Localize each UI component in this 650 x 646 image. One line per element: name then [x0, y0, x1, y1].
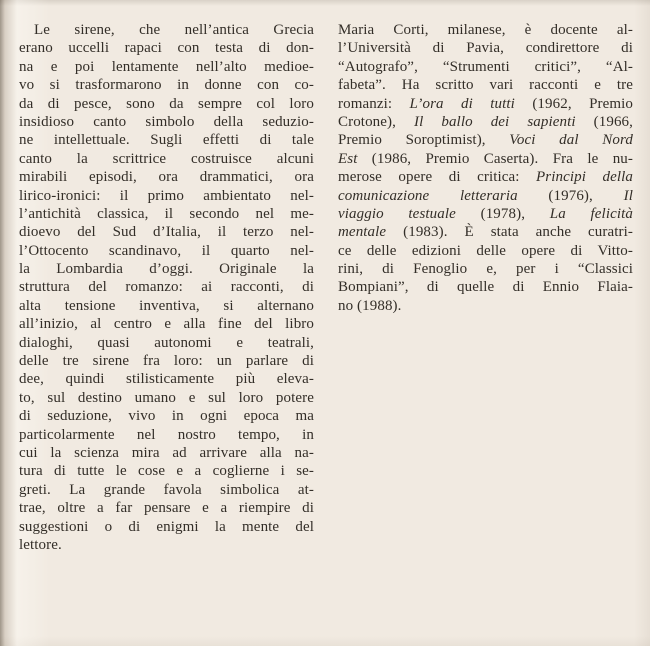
text-run: Le sirene, che nell’antica Grecia [34, 22, 314, 38]
italic-text-run: Il [623, 187, 633, 204]
text-run: trae, oltre a far pensare e a riempire di [19, 500, 314, 517]
text-line [338, 150, 633, 168]
text-run: greti. La grande favola simbolica at- [19, 481, 314, 498]
italic-text-run: Principi della [536, 169, 633, 186]
text-line [19, 426, 314, 444]
italic-text-run: L’ora di tutti [409, 95, 515, 112]
text-line [19, 223, 314, 241]
text-line [338, 260, 633, 278]
text-line [19, 444, 314, 462]
text-run: rini, di Fenoglio e, per i “Classici [338, 261, 633, 278]
text-run: l’antichità classica, il secondo nel me- [19, 205, 314, 222]
text-line [338, 95, 633, 113]
text-run: dee, quindi stilisticamente più eleva- [19, 371, 314, 388]
text-line [19, 205, 314, 223]
text-run: (1962, Premio [514, 95, 634, 112]
text-run: struttura del romanzo: ai racconti, di [19, 279, 314, 296]
italic-text-run: Est [338, 150, 358, 167]
text-run: na e poi lentamente nell’alto medioe- [19, 58, 314, 75]
italic-text-run: Voci dal Nord [509, 132, 633, 149]
text-run: da di pesce, sono da sempre col loro [19, 95, 314, 112]
text-line [338, 21, 633, 39]
text-line [19, 95, 314, 113]
text-line [19, 297, 314, 315]
italic-text-run: mentale [338, 224, 387, 241]
text-line [19, 260, 314, 278]
text-run: la Lombardia d’oggi. Originale la [19, 261, 314, 278]
text-run: ce delle edizioni delle opere di Vitto- [338, 242, 633, 259]
text-run: dialoghi, quasi autonomi e teatrali, [19, 334, 314, 351]
text-line [19, 150, 314, 168]
text-line [338, 131, 633, 149]
text-run: (1976), [517, 187, 624, 204]
text-run: cui la scienza mira ad arrivare alla na- [19, 444, 314, 461]
text-run: “Autografo”, “Strumenti critici”, “Al- [338, 58, 633, 75]
text-run: to, sul destino umano e sul loro potere [19, 389, 314, 406]
text-line [19, 21, 314, 39]
text-run: fabeta”. Ha scritto vari racconti e tre [338, 77, 633, 94]
text-line [19, 278, 314, 296]
text-run: Crotone), [338, 113, 414, 130]
text-line [19, 168, 314, 186]
text-line [19, 536, 314, 554]
text-line [338, 76, 633, 94]
text-line [338, 242, 633, 260]
italic-text-run: viaggio testuale [338, 205, 456, 222]
text-run: vo si trasformarono in donne con co- [19, 77, 314, 94]
text-run: (1986, Premio Caserta). Fra le nu- [357, 150, 633, 167]
text-run: delle tre sirene fra loro: un parlare di [19, 353, 314, 370]
text-line [19, 462, 314, 480]
text-run: l’Università di Pavia, condirettore di [338, 40, 633, 57]
text-line [19, 334, 314, 352]
text-line [19, 242, 314, 260]
left-column-text [19, 21, 314, 554]
text-run: di seduzione, vivo in ogni epoca ma [19, 408, 314, 425]
text-run: lettore. [19, 536, 62, 553]
italic-text-run: Il ballo dei sapienti [413, 113, 576, 130]
text-line [19, 407, 314, 425]
text-line [338, 205, 633, 223]
text-run: lirico-ironici: il primo ambientato nel- [19, 187, 314, 204]
text-run: alta tensione inventiva, si alternano [19, 297, 314, 314]
text-run: Premio Soroptimist), [338, 132, 510, 149]
right-column-text [338, 21, 633, 315]
text-line [19, 131, 314, 149]
text-line [19, 389, 314, 407]
text-run: all’inizio, al centro e alla fine del libro [19, 316, 314, 333]
text-line [19, 518, 314, 536]
text-line [19, 39, 314, 57]
text-line [19, 76, 314, 94]
text-run: Maria Corti, milanese, è docente al- [338, 22, 633, 38]
text-run: tura di tutte le cose e a coglierne i se- [19, 463, 314, 480]
text-run: no (1988). [338, 297, 402, 314]
text-line [338, 297, 633, 315]
text-run: dioevo del Sud d’Italia, il terzo nel- [19, 224, 314, 241]
text-run: (1983). È stata anche curatri- [386, 224, 633, 241]
italic-text-run: La felicità [549, 205, 633, 222]
text-line [19, 315, 314, 333]
text-line [338, 58, 633, 76]
text-line [19, 187, 314, 205]
text-line [338, 168, 633, 186]
text-run: canto la scrittrice costruisce alcuni [19, 150, 314, 167]
text-run: (1966, [575, 113, 633, 130]
text-run: l’Ottocento scandinavo, il quarto nel- [19, 242, 314, 259]
text-run: suggestioni o di enigmi la mente del [19, 518, 314, 535]
text-run: merose opere di critica: [338, 169, 537, 186]
text-line [338, 187, 633, 205]
text-line [19, 113, 314, 131]
text-line [19, 352, 314, 370]
text-line [19, 481, 314, 499]
text-run: ne intellettuale. Sugli effetti di tale [19, 132, 314, 149]
text-run: romanzi: [338, 95, 410, 112]
text-line [19, 499, 314, 517]
italic-text-run: comunicazione letteraria [338, 187, 518, 204]
text-line [338, 39, 633, 57]
text-line [338, 223, 633, 241]
text-run: (1978), [455, 205, 550, 222]
text-run: Bompiani”, di quelle di Ennio Flaia- [338, 279, 633, 296]
text-line [19, 370, 314, 388]
text-run: insidioso canto simbolo della seduzio- [19, 113, 314, 130]
text-run: erano uccelli rapaci con testa di don- [19, 40, 314, 57]
text-run: mirabili episodi, ora drammatici, ora [19, 169, 314, 186]
text-line [19, 58, 314, 76]
text-line [338, 113, 633, 131]
text-run: particolarmente nel nostro tempo, in [19, 426, 314, 443]
text-line [338, 278, 633, 296]
